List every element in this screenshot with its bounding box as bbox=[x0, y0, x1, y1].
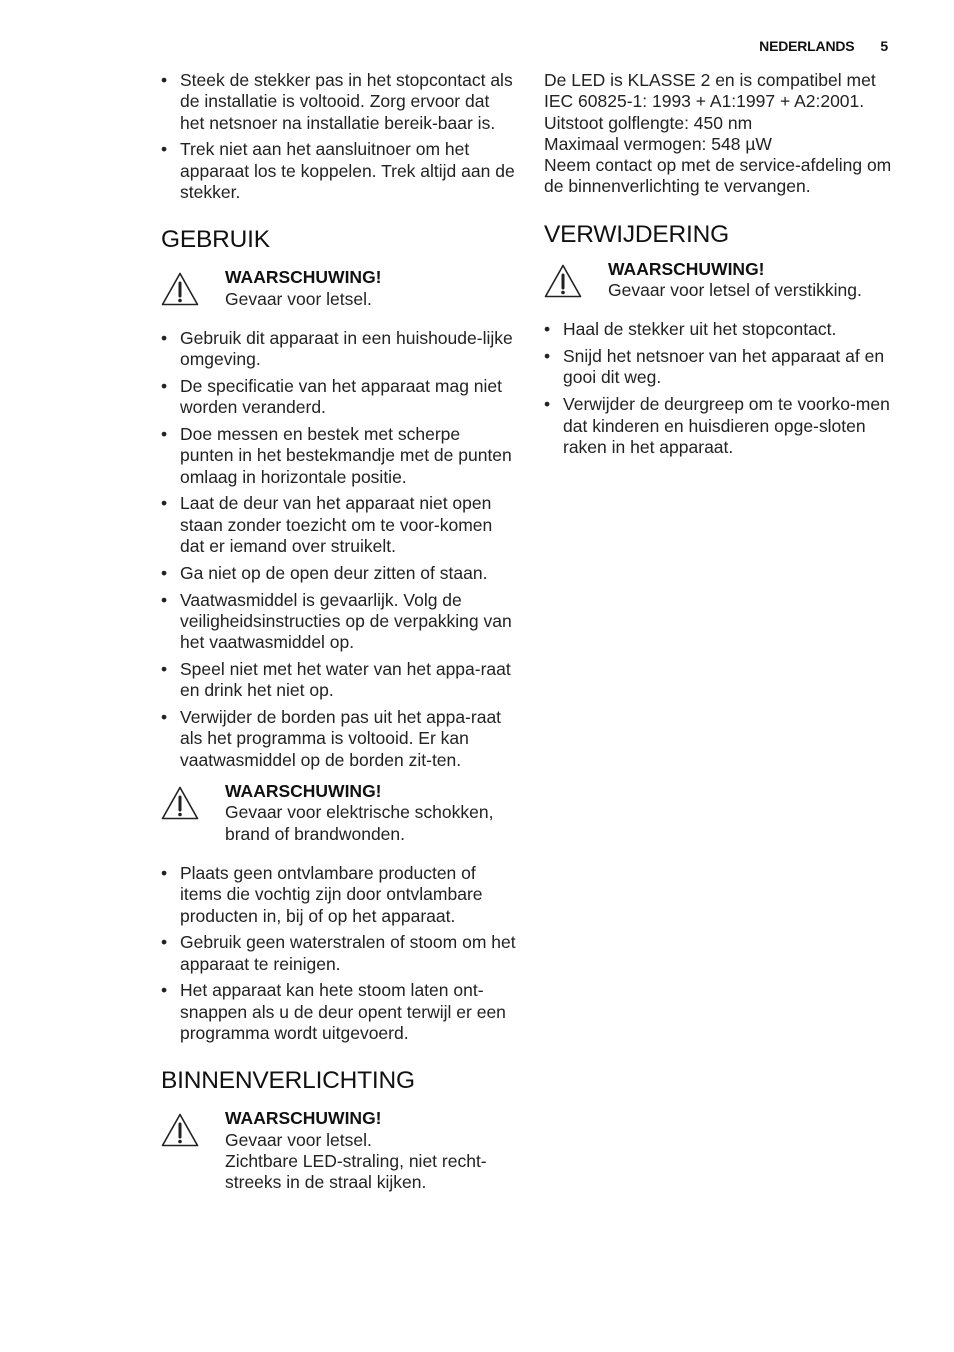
warning-title: WAARSCHUWING! bbox=[608, 258, 765, 279]
list-item: • De specificatie van het apparaat mag niet worden veranderd. bbox=[161, 376, 517, 419]
list-item: • Ga niet op de open deur zitten of staan. bbox=[161, 563, 517, 584]
list-item: • Trek niet aan het aansluitnoer om het apparaat los te koppelen. Trek altijd aan de stekker. bbox=[161, 139, 517, 203]
list-item: • Steek de stekker pas in het stopcontact als de installatie is voltooid. Zorg ervoor dat het netsnoer na installatie bereik-baar is. bbox=[161, 70, 517, 134]
warning-text: Zichtbare LED-straling, niet recht-streeks in de straal kijken. bbox=[225, 1150, 487, 1193]
list-item: • Verwijder de deurgreep om te voorko-men dat kinderen en huisdieren opge-sloten raken in het apparaat. bbox=[544, 394, 894, 458]
verwijdering-bullet-list bbox=[544, 319, 894, 458]
intro-bullet-list bbox=[161, 70, 517, 203]
page-number: 5 bbox=[880, 38, 888, 54]
led-info-line: De LED is KLASSE 2 en is compatibel met IEC 60825-1: 1993 + A1:1997 + A2:2001. bbox=[544, 70, 876, 112]
language-label: NEDERLANDS bbox=[759, 38, 855, 54]
gebruik-bullet-list-2 bbox=[161, 863, 517, 1044]
list-item: • Verwijder de borden pas uit het appa-raat als het programma is voltooid. Er kan vaatwasmiddel op de borden zit-ten. bbox=[161, 707, 517, 771]
list-item: • Het apparaat kan hete stoom laten ont-snappen als u de deur opent terwijl er een programma wordt uitgevoerd. bbox=[161, 980, 517, 1044]
warning-triangle-icon bbox=[161, 786, 199, 820]
section-heading-binnenverlichting: BINNENVERLICHTING bbox=[161, 1067, 415, 1095]
warning-text: Gevaar voor elektrische schokken, brand of brandwonden. bbox=[225, 802, 494, 844]
led-info-line: Neem contact op met de service-afdeling om de binnenverlichting te vervangen. bbox=[544, 155, 892, 197]
list-item: • Laat de deur van het apparaat niet open staan zonder toezicht om te voor-komen dat er iemand over struikelt. bbox=[161, 493, 517, 557]
list-item: • Gebruik geen waterstralen of stoom om het apparaat te reinigen. bbox=[161, 932, 517, 975]
section-heading-gebruik: GEBRUIK bbox=[161, 226, 270, 254]
led-info-line: Uitstoot golflengte: 450 nm bbox=[544, 112, 753, 133]
warning-triangle-icon bbox=[161, 1113, 199, 1147]
led-info bbox=[544, 70, 894, 198]
left-column bbox=[161, 70, 517, 1193]
warning-block bbox=[161, 781, 517, 845]
warning-block bbox=[161, 1108, 517, 1193]
section-heading-verwijdering: VERWIJDERING bbox=[544, 220, 729, 248]
warning-triangle-icon bbox=[161, 272, 199, 306]
warning-text: Gevaar voor letsel. bbox=[225, 1129, 372, 1150]
warning-text: Gevaar voor letsel of verstikking. bbox=[608, 280, 862, 301]
led-info-line: Maximaal vermogen: 548 µW bbox=[544, 133, 772, 154]
warning-title: WAARSCHUWING! bbox=[225, 267, 382, 288]
list-item: • Gebruik dit apparaat in een huishoude-lijke omgeving. bbox=[161, 328, 517, 371]
gebruik-bullet-list bbox=[161, 328, 517, 771]
warning-block bbox=[544, 259, 894, 302]
list-item: • Snijd het netsnoer van het apparaat af en gooi dit weg. bbox=[544, 346, 894, 389]
list-item: • Vaatwasmiddel is gevaarlijk. Volg de veiligheidsinstructies op de verpakking van het vaatwasmiddel op. bbox=[161, 590, 517, 654]
list-item: • Doe messen en bestek met scherpe punten in het bestekmandje met de punten omlaag in horizontale positie. bbox=[161, 424, 517, 488]
right-column bbox=[544, 70, 894, 464]
list-item: • Haal de stekker uit het stopcontact. bbox=[544, 319, 894, 340]
warning-title: WAARSCHUWING! bbox=[225, 781, 382, 802]
warning-text: Gevaar voor letsel. bbox=[225, 288, 372, 309]
list-item: • Speel niet met het water van het appa-raat en drink het niet op. bbox=[161, 659, 517, 702]
list-item: • Plaats geen ontvlambare producten of items die vochtig zijn door ontvlambare producten in, bij of op het apparaat. bbox=[161, 863, 517, 927]
page-header bbox=[759, 38, 888, 54]
warning-triangle-icon bbox=[544, 264, 582, 298]
warning-block bbox=[161, 267, 517, 310]
warning-title: WAARSCHUWING! bbox=[225, 1108, 382, 1129]
